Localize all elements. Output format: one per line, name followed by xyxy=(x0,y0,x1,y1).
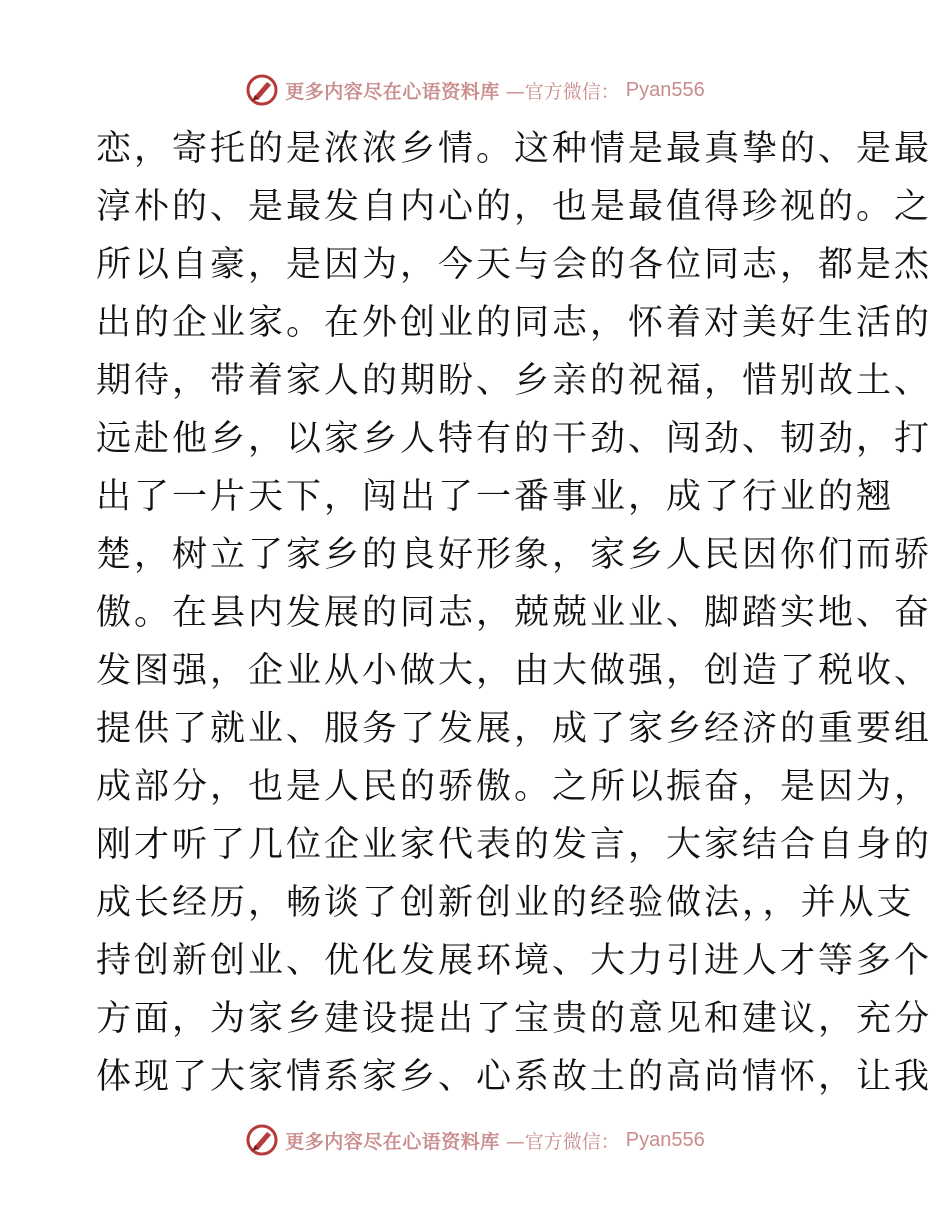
footer-banner xyxy=(0,1120,950,1160)
header-wechat-label: —官方微信： xyxy=(505,80,620,103)
footer-wechat-label: —官方微信： xyxy=(505,1130,620,1153)
header-wechat-id: Pyan556 xyxy=(625,78,705,101)
text-line: 体现了大家情系家乡、心系故土的高尚情怀，让我 xyxy=(96,1057,933,1097)
text-line: 持创新创业、优化发展环境、大力引进人才等多个 xyxy=(96,941,933,981)
text-line: 出的企业家。在外创业的同志，怀着对美好生活的 xyxy=(96,303,933,343)
footer-title: 更多内容尽在心语资料库 xyxy=(285,1130,500,1153)
text-line: 发图强，企业从小做大，由大做强，创造了税收、 xyxy=(96,651,933,691)
text-line: 提供了就业、服务了发展，成了家乡经济的重要组 xyxy=(96,709,933,749)
document-body xyxy=(96,120,933,1106)
text-line: 成部分，也是人民的骄傲。之所以振奋，是因为， xyxy=(96,767,933,807)
header-title: 更多内容尽在心语资料库 xyxy=(285,80,500,103)
logo-icon xyxy=(245,73,279,107)
header-banner xyxy=(0,70,950,110)
text-line: 方面，为家乡建设提出了宝贵的意见和建议，充分 xyxy=(96,999,933,1039)
text-line: 傲。在县内发展的同志，兢兢业业、脚踏实地、奋 xyxy=(96,593,933,633)
text-line: 所以自豪，是因为，今天与会的各位同志，都是杰 xyxy=(96,245,933,285)
footer-wechat-id: Pyan556 xyxy=(625,1128,705,1151)
text-line: 成长经历，畅谈了创新创业的经验做法，，并从支 xyxy=(96,883,915,923)
text-line: 远赴他乡，以家乡人特有的干劲、闯劲、韧劲，打 xyxy=(96,419,933,459)
text-line: 楚，树立了家乡的良好形象，家乡人民因你们而骄 xyxy=(96,535,933,575)
text-line: 淳朴的、是最发自内心的，也是最值得珍视的。之 xyxy=(96,187,933,227)
text-line: 出了一片天下，闯出了一番事业，成了行业的翘 xyxy=(96,477,895,517)
text-line: 恋，寄托的是浓浓乡情。这种情是最真挚的、是最 xyxy=(96,129,933,169)
text-line: 刚才听了几位企业家代表的发言，大家结合自身的 xyxy=(96,825,933,865)
text-line: 期待，带着家人的期盼、乡亲的祝福，惜别故土、 xyxy=(96,361,933,401)
logo-icon xyxy=(245,1123,279,1157)
